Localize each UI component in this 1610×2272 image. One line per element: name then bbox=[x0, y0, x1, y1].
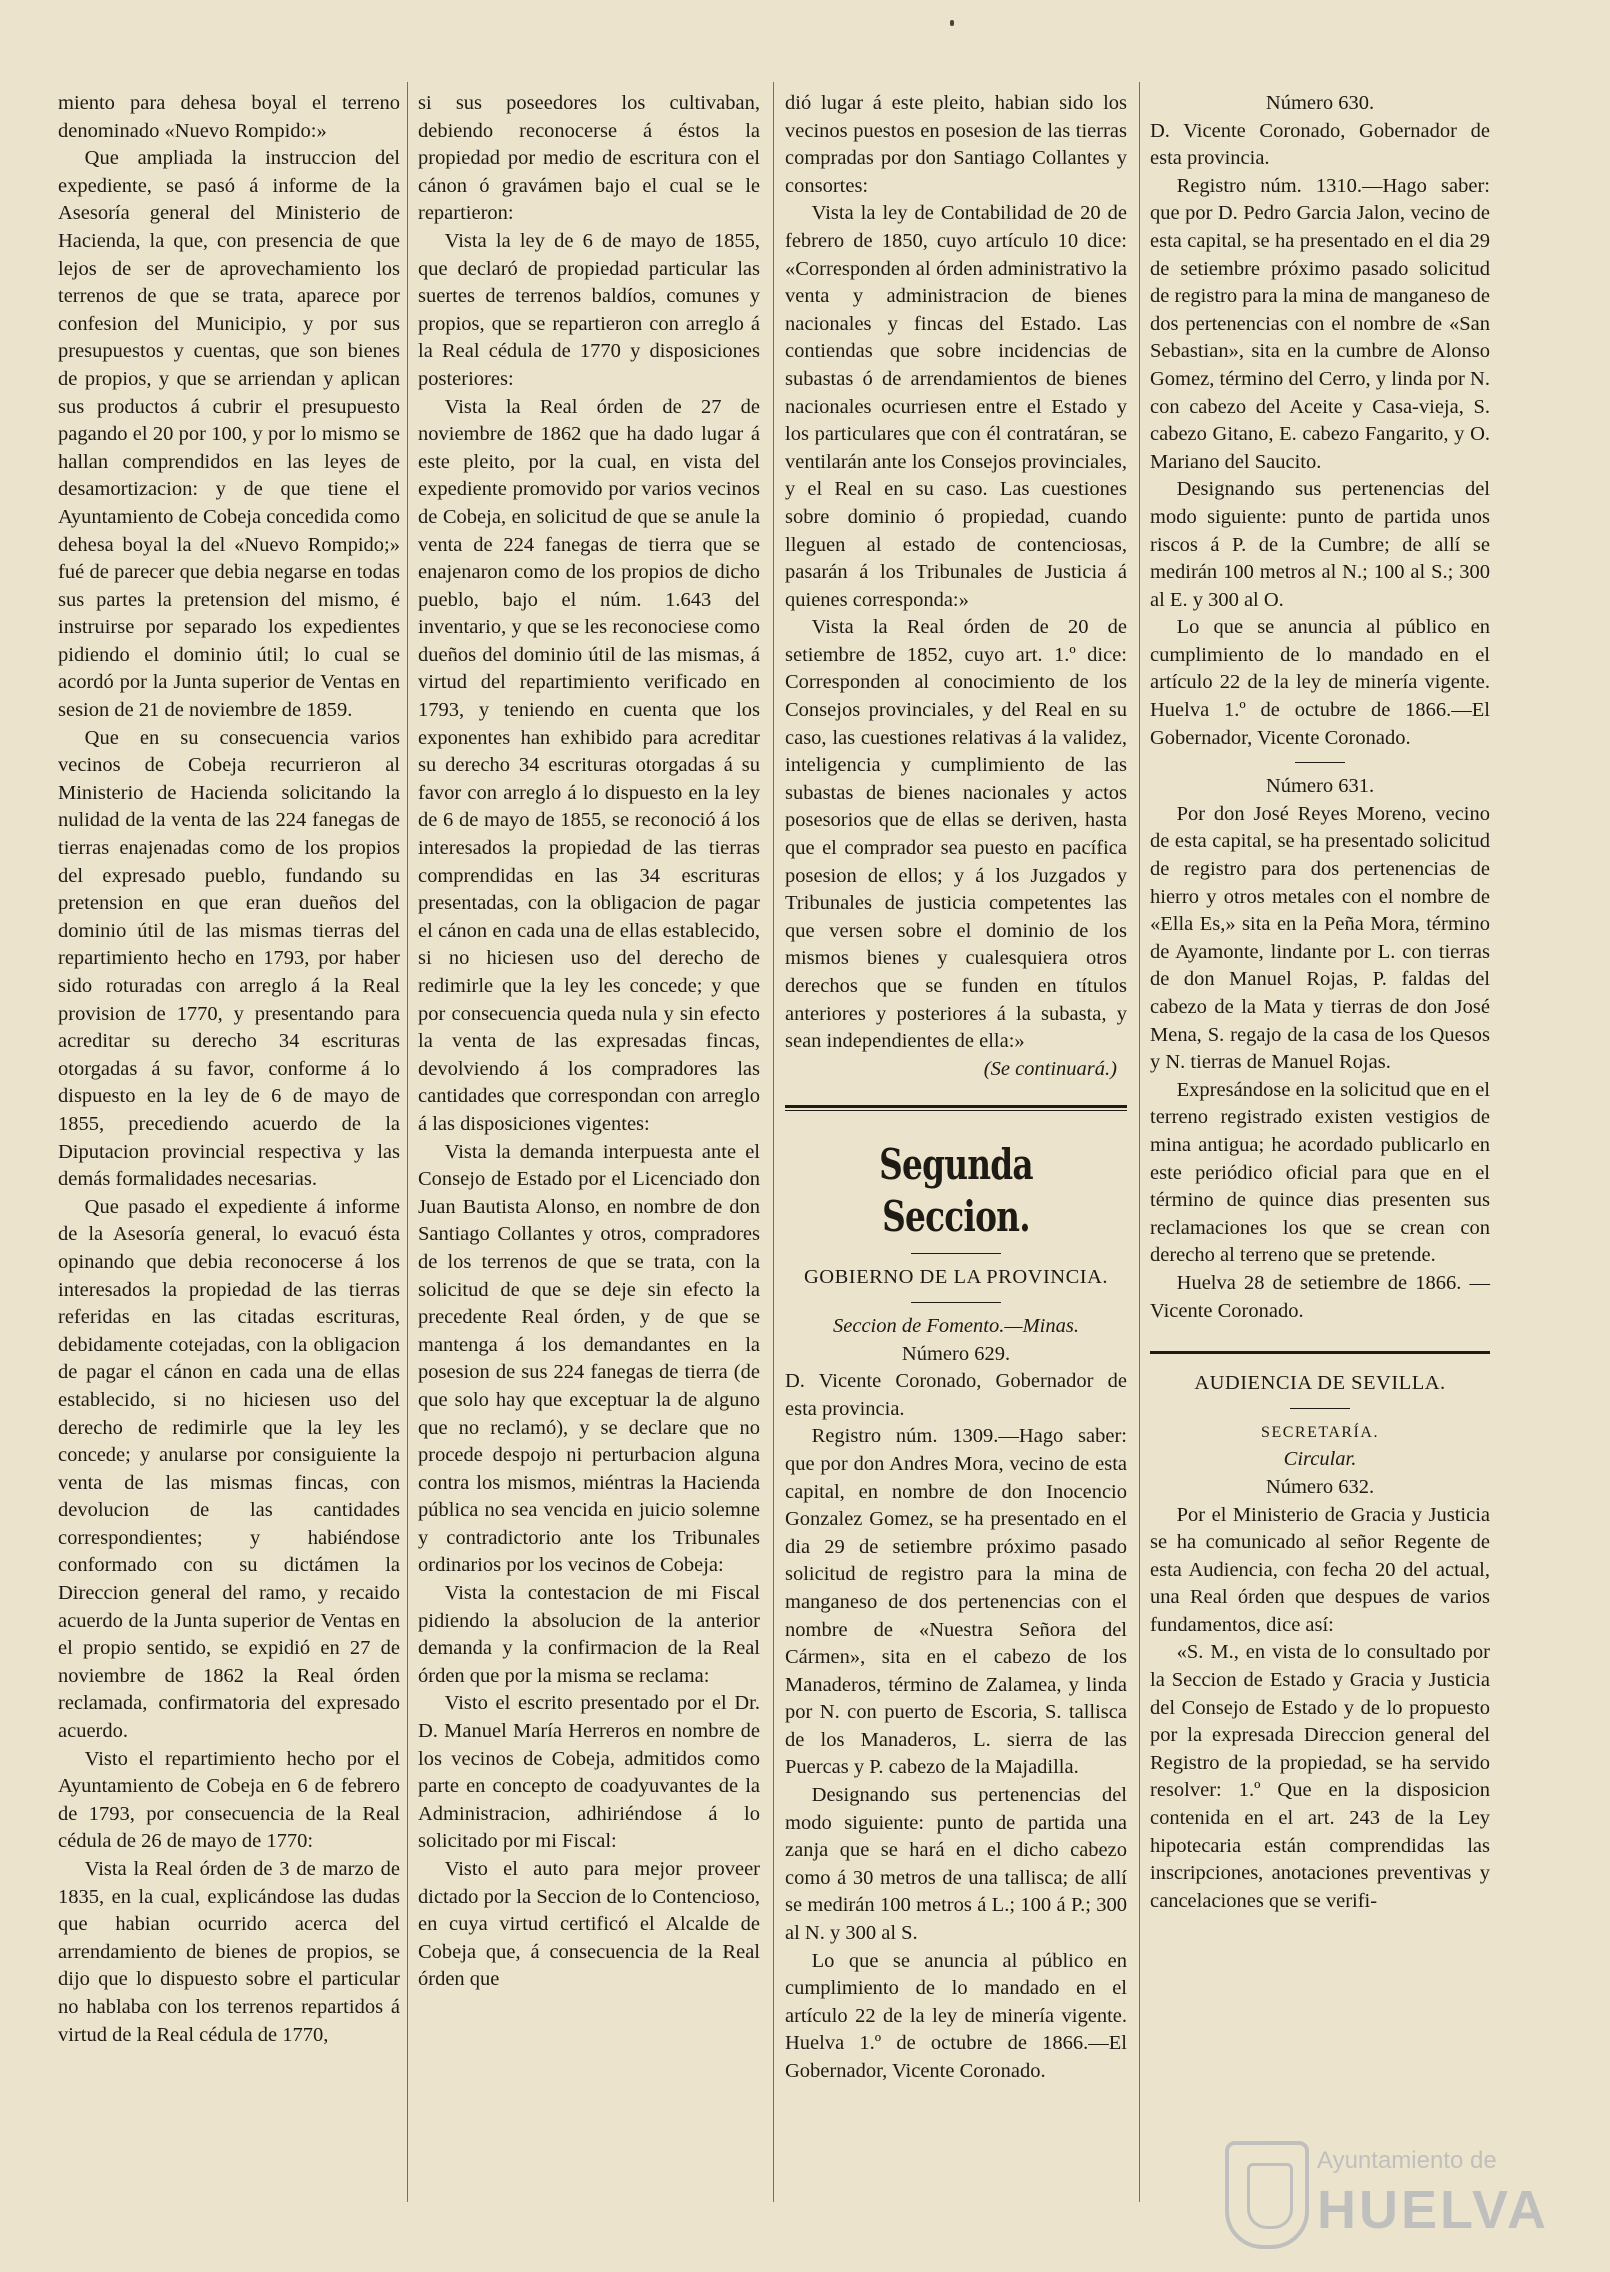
city-seal-icon bbox=[1225, 2141, 1309, 2249]
paragraph: Vista la ley de 6 de mayo de 1855, que declaró de propiedad particular las suertes de terrenos baldíos, comunes y propios, que se repartieron con arreglo á la Real cédula de 1770 y disposiciones posteriores: bbox=[418, 229, 760, 390]
section-divider bbox=[1150, 1351, 1490, 1354]
paragraph: Por don José Reyes Moreno, vecino de esta capital, se ha presentado solicitud de registro para dos pertenencias de hierro y otros metales con el nombre de «Ella Es,» sita en la Peña Mora, término de Ayamonte, lindante por L. con tierras de don Manuel Rojas, P. faldas del cabezo de la Mata y tierras de don José Mena, S. regajo de la casa de los Quesos y N. tierras de Manuel Rojas. bbox=[1150, 802, 1490, 1074]
paragraph: Vista la demanda interpuesta ante el Consejo de Estado por el Licenciado don Juan Bautista Alonso, en nombre de don Santiago Collantes y otros, compradores de los terrenos de que se trata, con la solicitud de que se deje sin efecto la precedente Real órden, y de que se mantenga á los demandantes en la posesion de sus 224 fanegas de tierra (de que solo hay que exceptuar la de alguno que no reclamó), y se declare que no procede despojo ni perturbacion alguna contra los mismos, miéntras la Hacienda pública no sea vencida en juicio solemne y contradictorio ante los Tribunales ordinarios por los vecinos de Cobeja: bbox=[418, 1140, 760, 1577]
paragraph: Por el Ministerio de Gracia y Justicia se ha comunicado al señor Regente de esta Audiencia, con fecha 20 del actual, una Real órden que despues de varios fundamentos, dice así: bbox=[1150, 1503, 1490, 1636]
ink-speck bbox=[950, 20, 954, 26]
paragraph: Visto el escrito presentado por el Dr. D. Manuel María Herreros en nombre de los vecinos de Cobeja, admitidos como parte en concepto de coadyuvantes de la Administracion, adhiriéndose á lo solicitado por mi Fiscal: bbox=[418, 1692, 760, 1853]
paragraph: Vista la contestacion de mi Fiscal pidiendo la absolucion de la anterior demanda y la confirmacion de la Real órden que por la misma se reclama: bbox=[418, 1582, 760, 1687]
column-1 bbox=[58, 90, 400, 2049]
paragraph: «S. M., en vista de lo consultado por la Seccion de Estado y Gracia y Justicia del Consejo de Estado y de lo propuesto por la expresada Direccion general del Registro de la propiedad, se ha servido resolver: 1.º Que en la disposicion contenida en el art. 243 de la Ley hipotecaria están comprendidas las inscripciones, anotaciones preventivas y cancelaciones que se verifi- bbox=[1150, 1641, 1490, 1912]
notice-number: Número 630. bbox=[1265, 92, 1375, 114]
paragraph: Huelva 28 de setiembre de 1866. —Vicente Coronado. bbox=[1150, 1271, 1490, 1322]
paragraph: Registro núm. 1310.—Hago saber: que por D. Pedro Garcia Jalon, vecino de esta capital, se ha presentado en el dia 29 de setiembre próximo pasado solicitud de registro para la mina de manganeso de dos pertenencias con el nombre de «San Sebastian», sita en la cumbre de Alonso Gomez, término del Cerro, y linda por N. con cabezo del Aceite y Casa-vieja, S. cabezo Gitano, E. cabezo Fangarito, y O. Mariano del Saucito. bbox=[1150, 174, 1490, 473]
notice-number: Número 629. bbox=[901, 1342, 1011, 1365]
section-divider bbox=[785, 1105, 1127, 1111]
watermark-line-2: HUELVA bbox=[1317, 2180, 1549, 2240]
notice-number: Número 632. bbox=[1265, 1475, 1375, 1498]
paragraph: Que en su consecuencia varios vecinos de Cobeja recurrieron al Ministerio de Hacienda solicitando la nulidad de la venta de las 224 fanegas de tierras enajenadas como de los propios del expresado pueblo, fundando su pretension en que eran dueños del dominio útil de las mismas tierras del repartimiento hecho en 1793, por haber sido roturadas con arreglo á la Real provision de 1770, y presentando para acreditar su derecho 34 escrituras otorgadas á su favor, conforme á lo dispuesto en la ley de 6 de mayo de 1855, precediendo acuerdo de la Diputacion provincial respectiva y las demás formalidades necesarias. bbox=[58, 726, 400, 1191]
paragraph: Que pasado el expediente á informe de la Asesoría general, lo evacuó ésta opinando que debia reconocerse á los interesados la propiedad de las tierras referidas en las citadas escrituras, debidamente cotejadas, con la obligacion de pagar el cánon en cada una de ellas establecido, si no hiciesen uso del derecho de redimirle que la ley les concede; y anularse por consiguiente la venta de las mismas fincas, con devolucion de las cantidades correspondientes; y habiéndose conformado con su dictámen la Direccion general del ramo, y recaido acuerdo de la Junta superior de Ventas en el propio sentido, se expidió en 27 de noviembre de 1862 la Real órden reclamada, confirmatoria del expresado acuerdo. bbox=[58, 1195, 400, 1743]
short-divider bbox=[1295, 762, 1345, 763]
subsection-heading: Seccion de Fomento.—Minas. bbox=[833, 1314, 1079, 1337]
paragraph: Lo que se anuncia al público en cumplimiento de lo mandado en el artículo 22 de la ley de minería vigente. Huelva 1.º de octubre de 1866.—El Gobernador, Vicente Coronado. bbox=[785, 1949, 1127, 2082]
paragraph: Lo que se anuncia al público en cumplimiento de lo mandado en el artículo 22 de la ley de minería vigente. Huelva 1.º de octubre de 1866.—El Gobernador, Vicente Coronado. bbox=[1150, 616, 1490, 749]
paragraph: Visto el repartimiento hecho por el Ayuntamiento de Cobeja en 6 de febrero de 1793, por consecuencia de la Real cédula de 26 de mayo de 1770: bbox=[58, 1747, 400, 1853]
paragraph: Designando sus pertenencias del modo siguiente: punto de partida una zanja que se hará en el dicho cabezo como á 30 metros de una tallisca; de allí se medirán 100 metros á L.; 100 á P.; 300 al N. y 300 al S. bbox=[785, 1784, 1127, 1945]
paragraph: Que ampliada la instruccion del expediente, se pasó á informe de la Asesoría general del Ministerio de Hacienda, la que, con presencia de que lejos de ser de aprovechamiento los terrenos de que se trata, aparece por confesion del Municipio, y por sus presupuestos y cuentas, que son bienes de propios, y que se arriendan y aplican sus productos á cubrir el presupuesto pagando el 20 por 100, y por lo mismo se hallan comprendidos en las leyes de desamortizacion: y de que tiene el Ayuntamiento de Cobeja concedida como dehesa boyal la del «Nuevo Rompido;» fué de parecer que debia negarse en todas sus partes la pretension del mismo, é instruirse por separado los expedientes pidiendo el dominio útil; lo cual se acordó por la Junta superior de Ventas en sesion de 21 de noviembre de 1859. bbox=[58, 147, 400, 722]
watermark-line-1: Ayuntamiento de bbox=[1317, 2147, 1497, 2174]
column-4 bbox=[1150, 90, 1490, 1915]
heading-audiencia: AUDIENCIA DE SEVILLA. bbox=[1194, 1372, 1446, 1395]
archive-watermark bbox=[1225, 2135, 1555, 2250]
paragraph: Vista la Real órden de 27 de noviembre de 1862 que ha dado lugar á este pleito, por la cual, en vista del expediente promovido por varios vecinos de Cobeja, en solicitud de que se anule la venta de 224 fanegas de tierra que se enajenaron como de los propios de dicho pueblo, bajo el núm. 1.643 del inventario, y que se les reconociese como dueños del dominio útil de las mismas, á virtud del repartimiento verificado en 1793, y teniendo en cuenta que los exponentes han exhibido para acreditar su derecho 34 escrituras otorgadas á su favor con arreglo á lo dispuesto en la ley de 6 de mayo de 1855, se reconoció á los interesados la propiedad de las tierras comprendidas en las 34 escrituras presentadas, con la obligacion de pagar el cánon en cada una de ellas establecido, si no hiciesen uso del derecho de redimirle que la ley les concede; y que por consecuencia queda nula y sin efecto la venta de las expresadas fincas, devolviendo á los compradores las cantidades que correspondan con arreglo á las disposiciones vigentes: bbox=[418, 395, 760, 1135]
heading-gobierno: GOBIERNO DE LA PROVINCIA. bbox=[803, 1266, 1109, 1289]
paragraph: Designando sus pertenencias del modo siguiente: punto de partida unos riscos á P. de la Cumbre; de allí se medirán 100 metros al N.; 100 al S.; 300 al E. y 300 al O. bbox=[1150, 478, 1490, 611]
paragraph: Registro núm. 1309.—Hago saber: que por don Andres Mora, vecino de esta capital, en nombre de don Inocencio Gonzalez Gomez, se ha presentado en el dia 29 de setiembre próximo pasado solicitud de registro para la mina de manganeso de dos pertenencias con el nombre de «Nuestra Señora del Cármen», sita en el cabezo de los Manaderos, término de Zalamea, y linda por N. con puerto de Escoria, S. tallisca de los Manaderos, L. sierra de las Puercas y P. cabezo de la Majadilla. bbox=[785, 1425, 1127, 1779]
paragraph: Vista la ley de Contabilidad de 20 de febrero de 1850, cuyo artículo 10 dice: «Corresponden al órden administrativo la venta y administracion de bienes nacionales y fincas del Estado. Las contiendas que sobre incidencias de subastas ó de arrendamientos de bienes nacionales ocurriesen entre el Estado y los particulares que con él contratáran, se ventilarán ante los Consejos provinciales, y el Real en su caso. Las cuestiones sobre dominio ó propiedad, cuando lleguen al estado de contenciosas, pasarán á los Tribunales de Justicia á quienes corresponda:» bbox=[785, 202, 1127, 611]
column-rule-1 bbox=[407, 82, 408, 2202]
paragraph: dió lugar á este pleito, habian sido los vecinos puestos en posesion de las tierras compradas por don Santiago Collantes y consortes: bbox=[785, 92, 1127, 197]
heading-secretaria: SECRETARÍA. bbox=[1261, 1423, 1379, 1441]
column-rule-3 bbox=[1139, 82, 1140, 2202]
short-divider bbox=[1290, 1408, 1350, 1409]
continued-note: (Se continuará.) bbox=[983, 1057, 1117, 1080]
column-rule-2 bbox=[773, 82, 774, 2202]
paragraph: miento para dehesa boyal el terreno denominado «Nuevo Rompido:» bbox=[58, 92, 400, 142]
paragraph: Vista la Real órden de 20 de setiembre de 1852, cuyo art. 1.º dice: Corresponden al conocimiento de los Consejos provinciales, y del Real en su caso, las cuestiones relativas á la validez, inteligencia y cumplimiento de las subastas de bienes nacionales y actos posesorios que de ellas se deriven, hasta que el comprador sea puesto en pacífica posesion de ellos; y á los Juzgados y Tribunales de justicia competentes las que versen sobre el dominio de los mismos bienes y cualesquiera otros derechos que se funden en títulos anteriores y posteriores á la subasta, y sean independientes de ella:» bbox=[785, 616, 1127, 1053]
section-title: Segunda Seccion. bbox=[879, 1140, 1033, 1242]
governor-line: D. Vicente Coronado, Gobernador de esta provincia. bbox=[785, 1370, 1127, 1420]
short-divider bbox=[911, 1302, 1001, 1303]
paragraph: Vista la Real órden de 3 de marzo de 1835, en la cual, explicándose las dudas que habian ocurrido acerca del arrendamiento de bienes de propios, se dijo que lo dispuesto sobre el particular no hablaba con los terrenos repartidos á virtud de la Real cédula de 1770, bbox=[58, 1858, 400, 2046]
paragraph: Visto el auto para mejor proveer dictado por la Seccion de lo Contencioso, en cuya virtud certificó el Alcalde de Cobeja que, á consecuencia de la Real órden que bbox=[418, 1858, 760, 1991]
column-3 bbox=[785, 90, 1127, 2086]
notice-number: Número 631. bbox=[1265, 775, 1375, 798]
governor-line: D. Vicente Coronado, Gobernador de esta provincia. bbox=[1150, 119, 1490, 170]
paragraph: Expresándose en la solicitud que en el terreno registrado existen vestigios de mina antigua; he acordado publicarlo en este periódico oficial para que en el término de quince dias presenten sus reclamaciones los que se crean con derecho al terreno que se pretende. bbox=[1150, 1078, 1490, 1267]
heading-circular: Circular. bbox=[1283, 1448, 1357, 1471]
short-divider bbox=[911, 1253, 1001, 1254]
column-2 bbox=[418, 90, 760, 1994]
paragraph: si sus poseedores los cultivaban, debiendo reconocerse á éstos la propiedad por medio de escritura con el cánon ó gravámen bajo el cual se le repartieron: bbox=[418, 92, 760, 225]
